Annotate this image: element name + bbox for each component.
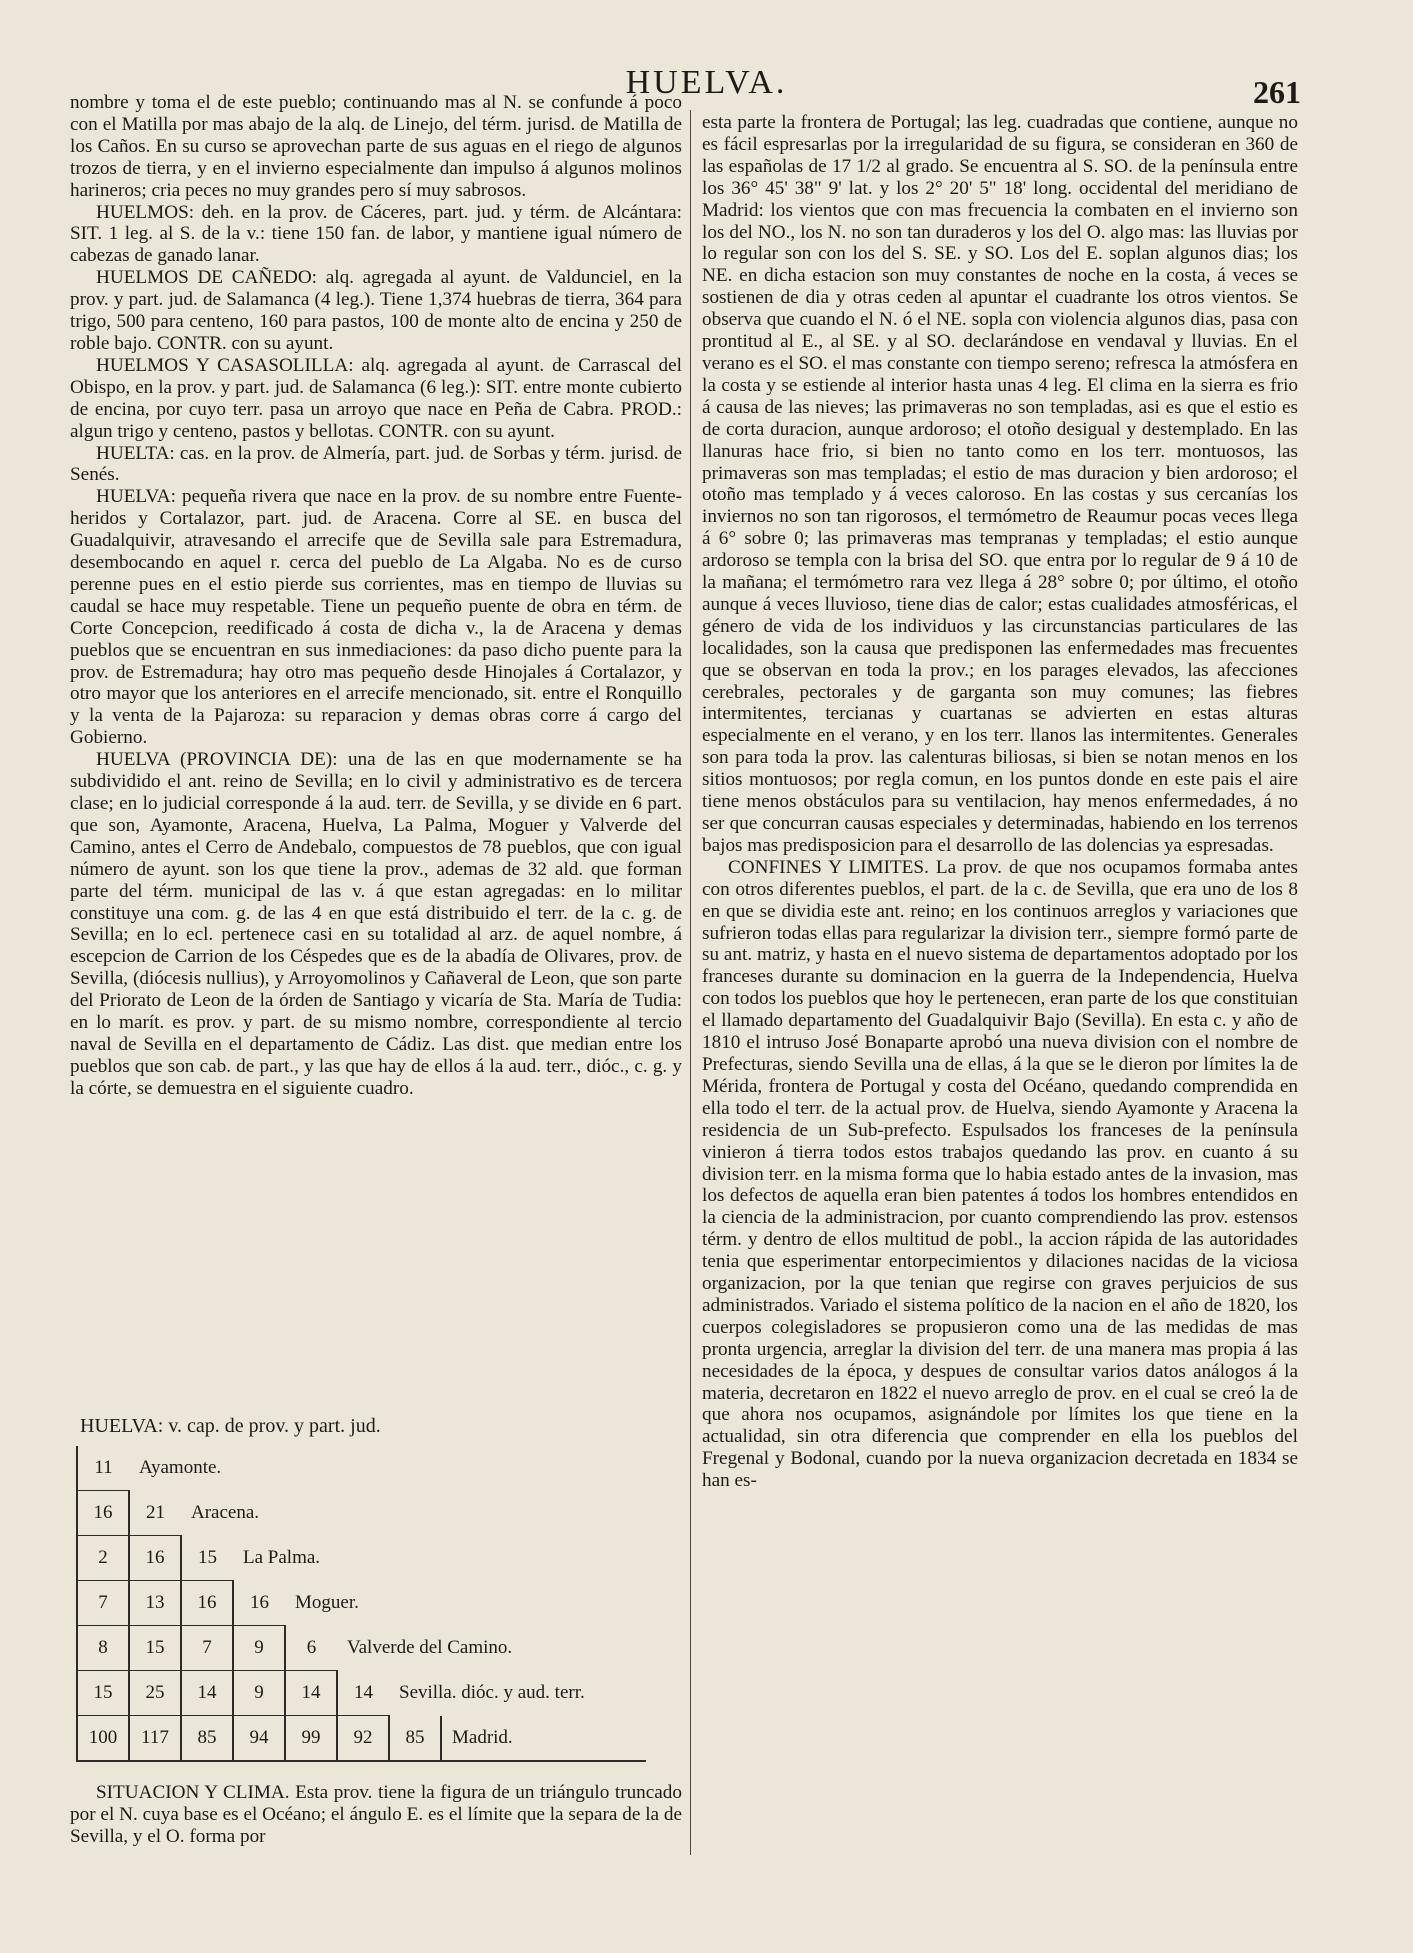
table-cell: 16 (181, 1581, 233, 1626)
table-cell: 94 (233, 1716, 285, 1761)
table-cell: 14 (337, 1671, 389, 1716)
table-row (77, 1581, 585, 1626)
entry-huelva-provincia: HUELVA (PROVINCIA DE): una de las en que modernamente se ha subdividido el ant. reino de Sevilla; en lo civil y administrativo es de tercera clase; en lo judicial corresponde á la aud. terr. de Sevilla, y se divide en 6 part. que son, Ayamonte, Aracena, Huelva, La Palma, Moguer y Valverde del Camino, antes el Cerro de Andebalo, compuestos de 78 pueblos, que con igual número de ayunt. son los que tiene la prov., ademas de 32 ald. que forman parte del térm. municipal de las v. á que estan agregadas: en lo militar constituye una com. g. de las 4 en que está distribuido el terr. de la c. g. de Sevilla; en lo ecl. pertenece casi en su totalidad al arz. de aquel nombre, á escepcion de Carrion de los Céspedes que es de la abadía de Olivares, prov. de Sevilla, (diócesis nullius), y Arroyomolinos y Cañaveral de Leon, que son parte del Priorato de Leon de la órden de Santiago y vicaría de Sta. María de Tudia: en lo marít. es prov. y part. de su mismo nombre, correspondiente al tercio naval de Sevilla en el departamento de Cádiz. Las dist. que median entre los pueblos que son cab. de part., y las que hay de ellos á la aud. terr., dióc., c. g. y la córte, se demuestra en el siguiente cuadro. (70, 749, 682, 1099)
entry-confines-y-limites: CONFINES Y LIMITES. La prov. de que nos ocupamos formaba antes con otros diferentes pueblos, el part. de la c. de Sevilla, que era uno de los 8 en que se dividia este ant. reino; en los continuos arreglos y variaciones que sufrieron todas ellas para regularizar la division terr., siempre formó parte de su ant. matriz, y hasta en el nuevo sistema de departamentos adoptado por los franceses durante su dominacion en la guerra de la Independencia, Huelva con todos los pueblos que hoy le pertenecen, eran parte de los que constituian el llamado departamento del Guadalquivir Bajo (Sevilla). En esta c. y año de 1810 el intruso José Bonaparte aprobó una nueva division con el nombre de Prefecturas, siendo Sevilla una de ellas, á la que se le dieron por límites la de Mérida, frontera de Portugal y costa del Océano, quedando comprendida en ella todo el terr. de la actual prov. de Huelva, siendo Ayamonte y Aracena la residencia de un Sub-prefecto. Espulsados los franceses de la península vinieron á tierra todos estos trabajos quedando las prov. en cuanto á su division terr. en la misma forma que lo habia estado antes de la invasion, mas los defectos de aquella eran bien patentes á todos los hombres entendidos en la ciencia de la administracion, por cuanto comprendiendo las prov. estensos térm. y dentro de ellos multitud de pobl., la accion rápida de las autoridades tenia que esperimentar entorpecimientos y dilaciones nacidas de la viciosa organizacion, por la que tenian que regirse con graves perjuicios de sus administrados. Variado el sistema político de la nacion en el año de 1820, los cuerpos colegisladores se propusieron como una de las medidas de mas pronta urgencia, arreglar la division del terr. de una manera mas propia á las necesidades de la época, y despues de consultar varios datos análogos á la materia, decretaron en 1822 el nuevo arreglo de prov. en el cual se creó la de que ahora nos ocupamos, asignándole por límites los que tiene en la actualidad, sin otra diferencia que comprender en ella los pueblos del Fregenal y Bodonal, cuando por la nueva organizacion decretada en 1834 se han es- (702, 856, 1298, 1492)
table-row (77, 1626, 585, 1671)
column-divider (690, 110, 691, 1855)
entry-huelta: HUELTA: cas. en la prov. de Almería, part. jud. de Sorbas y térm. jurisd. de Senés. (70, 442, 682, 486)
entry-huelva-rivera: HUELVA: pequeña rivera que nace en la prov. de su nombre entre Fuente-heridos y Cortalazor, part. jud. de Aracena. Corre al SE. en busca del Guadalquivir, atravesando el arrecife que de Sevilla sale para Estremadura, desembocando en aquel r. cerca del pueblo de La Algaba. No es de curso perenne pues en el estio pierde sus corrientes, mas en tiempo de lluvias su caudal se hace muy respetable. Tiene un pequeño puente de obra en térm. de Corte Concepcion, reedificado á costa de dicha v., la de Aracena y demas pueblos que se encuentran en sus inmediaciones: da paso dicho puente para la prov. de Estremadura; hay otro mas pequeño desde Hinojales á Cortalazor, y otro mayor que los anteriores en el arrecife mencionado, sit. entre el Ronquillo y la venta de la Pajaroza: su reparacion y demas obras corre á cargo del Gobierno. (70, 486, 682, 749)
entry-huelmos: HUELMOS: deh. en la prov. de Cáceres, part. jud. y térm. de Alcántara: SIT. 1 leg. al S. de la v.: tiene 150 fan. de labor, y mantiene igual número de cabezas de ganado lanar. (70, 201, 682, 267)
town-name: La Palma. (243, 1547, 321, 1568)
left-column (70, 92, 682, 1100)
entry-huelmos-de-canedo: HUELMOS DE CAÑEDO: alq. agregada al ayunt. de Valdunciel, en la prov. y part. jud. de Salamanca (4 leg.). Tiene 1,374 huebras de tierra, 364 para trigo, 500 para centeno, 160 para pastos, 100 de monte alto de encina y 250 de roble bajo. CONTR. con su ayunt. (70, 267, 682, 354)
table-cell: 16 (129, 1536, 181, 1581)
table-row (77, 1671, 585, 1716)
town-name: Madrid. (441, 1716, 585, 1761)
table-cell: 7 (181, 1626, 233, 1671)
entry-huelmos-y-casasolilla: HUELMOS Y CASASOLILLA: alq. agregada al ayunt. de Carrascal del Obispo, en la prov. y part. jud. de Salamanca (6 leg.): SIT. entre monte cubierto de encina, por cuyo terr. pasa un arroyo que nace en Peña de Cabra. PROD.: algun trigo y centeno, pastos y bellotas. CONTR. con su ayunt. (70, 354, 682, 442)
table-cell: 85 (389, 1716, 441, 1761)
right-column (702, 112, 1298, 1492)
town-name: Valverde del Camino. (347, 1637, 513, 1658)
table-cell: 15 (129, 1626, 181, 1671)
town-name: Sevilla. dióc. y aud. terr. (399, 1682, 585, 1703)
entry-situacion-clima: SITUACION Y CLIMA. Esta prov. tiene la figura de un triángulo truncado por el N. cuya base es el Océano; el ángulo E. es el límite que la separa de la de Sevilla, y el O. forma por (70, 1782, 682, 1847)
table-row (77, 1491, 585, 1536)
table-cell: 16 (77, 1491, 129, 1536)
table-cell: 100 (77, 1716, 129, 1761)
page-title: HUELVA. (625, 64, 788, 101)
table-cell: 2 (77, 1536, 129, 1581)
entry-clima-continued: esta parte la frontera de Portugal; las leg. cuadradas que contiene, aunque no es fácil espresarlas por la irregularidad de su figura, se consideran en 360 de las españolas de 17 1/2 al grado. Se encuentra al S. SO. de la península entre los 36° 45' 38" 9' lat. y los 2° 20' 5" 18' long. occidental del meridiano de Madrid: los vientos que con mas frecuencia la combaten en el invierno son los del NO., los N. no son tan duraderos y los del O. algo mas: las lluvias por lo regular son con los del S. SE. y SO. Los del E. soplan algunos dias; los NE. en dicha estacion son muy constantes de noche en la costa, á veces se sostienen de dia y otras ceden al apuntar el cuadrante los otros vientos. Se observa que cuando el N. ó el NE. sopla con violencia algunos dias, pasa con prontitud al E., al SE. y al SO. declarándose en vendaval y lluvias. En el verano es el SO. el mas constante con tiempo sereno; refresca la atmósfera en la costa y se estiende al interior hasta unas 4 leg. El clima en la sierra es frio á causa de las nieves; las primaveras no son templadas, asi es que el estio es de corta duracion, aunque ardoroso; el otoño desigual y destemplado. En las llanuras hace frio, si bien no tanto como en los terr. montuosos, las primaveras son mas templadas; el estio de mas duracion y bien ardoroso; el otoño mas templado y á veces caloroso. En las costas y sus cercanías los inviernos no son tan rigorosos, el termómetro de Reaumur pocas veces llega á 6° sobre 0; las primaveras mas tempranas y templadas; el estio aunque ardoroso se templa con la brisa del SO. que entra por lo regular de 9 á 10 de la mañana; el termómetro rara vez llega á 28° sobre 0; por último, el otoño aunque á veces lluvioso, tiene dias de calor; estas cualidades atmosféricas, el género de vida de los individuos y las circunstancias particulares de las localidades, son la causa que predisponen las enfermedades mas frecuentes que se observan en toda la prov.; en los parages elevados, las afecciones cerebrales, pectorales y de garganta son muy comunes; las fiebres intermitentes, tercianas y cuartanas se advierten en estas alturas especialmente en el verano, y en los terr. llanos las intermitentes. Generales son para toda la prov. las calenturas biliosas, si bien se notan menos en los sitios montuosos; por regla comun, en los puntos donde en este pais el aire tiene menos obstáculos para su ventilacion, hay menos enfermedades, á no ser que concurran causas especiales y determinadas, habiendo en los terrenos bajos mas predisposicion para el desarrollo de las dolencias ya espresadas. (702, 112, 1298, 856)
table-cell: 14 (181, 1671, 233, 1716)
town-name: Ayamonte. (139, 1457, 222, 1479)
table-cell: 9 (233, 1626, 285, 1671)
table-row (77, 1716, 585, 1761)
table-cell: 92 (337, 1716, 389, 1761)
table-cell: 25 (129, 1671, 181, 1716)
table-cell: 99 (285, 1716, 337, 1761)
town-name: Moguer. (295, 1592, 359, 1613)
entry-paragraph: nombre y toma el de este pueblo; continuando mas al N. se confunde á poco con el Matilla por mas abajo de la alq. de Linejo, del térm. jurisd. de Matilla de los Caños. En su curso se aprovechan parte de sus aguas en el riego de algunos trozos de tierra, y en el invierno especialmente dan impulso á algunos molinos harineros; cria peces no muy grandes pero sí muy sabrosos. (70, 92, 682, 201)
table-cell: 117 (129, 1716, 181, 1761)
table-row (77, 1446, 585, 1491)
distance-table-title: HUELVA: v. cap. de prov. y part. jud. (80, 1415, 381, 1437)
table-cell: 11 (77, 1446, 129, 1491)
situacion-y-clima (70, 1782, 682, 1848)
distance-table (76, 1446, 585, 1761)
table-bottom-rule (76, 1760, 646, 1762)
table-cell: 15 (181, 1536, 233, 1581)
table-cell: 14 (285, 1671, 337, 1716)
table-row (77, 1536, 585, 1581)
table-cell: 9 (233, 1671, 285, 1716)
table-cell: 21 (129, 1491, 181, 1536)
table-cell: 13 (129, 1581, 181, 1626)
table-cell: 6 (285, 1626, 337, 1671)
table-cell: 8 (77, 1626, 129, 1671)
table-cell: 7 (77, 1581, 129, 1626)
table-cell: 16 (233, 1581, 285, 1626)
table-cell: 85 (181, 1716, 233, 1761)
table-cell: 15 (77, 1671, 129, 1716)
page-number: 261 (1253, 74, 1301, 110)
town-name: Aracena. (191, 1502, 260, 1523)
